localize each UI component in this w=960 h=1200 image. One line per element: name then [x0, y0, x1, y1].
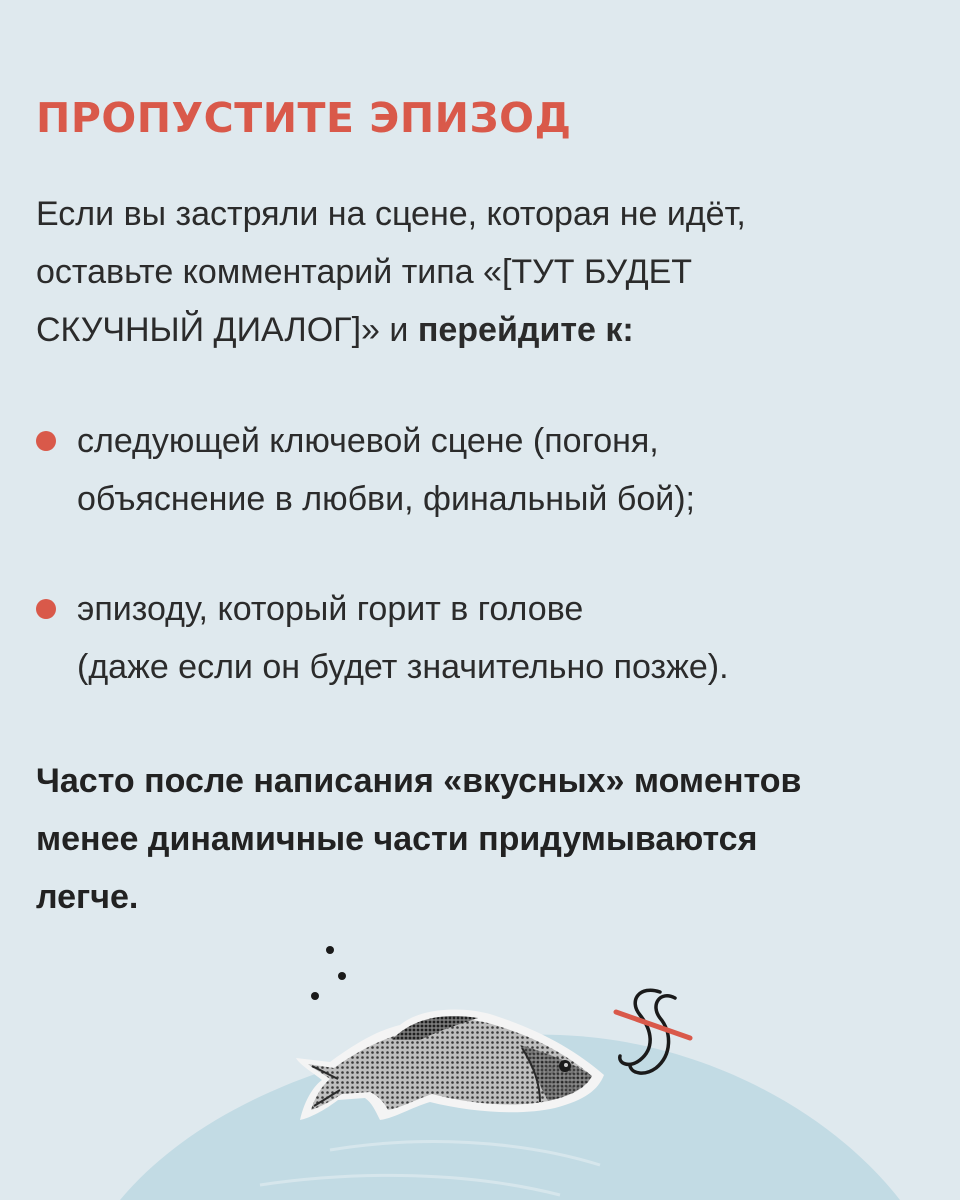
intro-emphasis: перейдите к: [417, 311, 634, 349]
intro-paragraph [36, 185, 916, 359]
intro-line-2: оставьте комментарий типа «[ТУТ БУДЕТ [36, 253, 693, 291]
closing-line-1: Часто после написания «вкусных» моментов [36, 762, 802, 800]
bubble-dot [326, 946, 334, 954]
page-title: ПРОПУСТИТЕ ЭПИЗОД [36, 94, 572, 142]
bubble-dot [338, 972, 346, 980]
closing-line-2: менее динамичные части придумываются [36, 820, 758, 858]
list-item-line-2: (даже если он будет значительно позже). [77, 648, 729, 686]
list-item-text [77, 580, 907, 696]
closing-paragraph [36, 752, 916, 926]
bubble-dot [311, 992, 319, 1000]
red-dot-icon [36, 431, 56, 451]
intro-line-1: Если вы застряли на сцене, которая не идёт, [36, 195, 746, 233]
list-item-text [77, 412, 907, 528]
list-item-line-1: следующей ключевой сцене (погоня, [77, 422, 659, 460]
intro-line-3: СКУЧНЫЙ ДИАЛОГ]» и [36, 311, 418, 349]
closing-line-3: легче. [36, 878, 139, 916]
list-item-line-2: объяснение в любви, финальный бой); [77, 480, 695, 518]
red-dot-icon [36, 599, 56, 619]
fish-illustration [0, 930, 960, 1200]
list-item-line-1: эпизоду, который горит в голове [77, 590, 584, 628]
